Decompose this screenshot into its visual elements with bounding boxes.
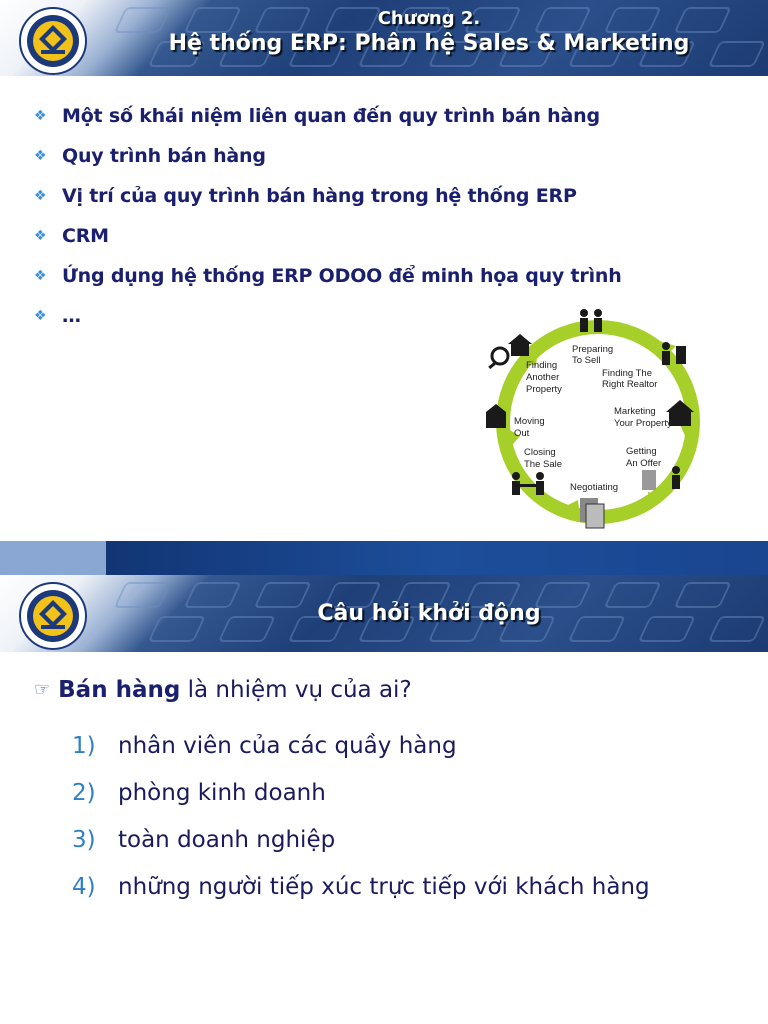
question: ☞ Bán hàng là nhiệm vụ của ai? xyxy=(34,677,412,703)
list-item: ❖ … xyxy=(34,305,81,327)
list-item: 3) toàn doanh nghiệp xyxy=(72,826,336,853)
list-item: ❖ Quy trình bán hàng xyxy=(34,145,266,167)
slide-2-header-banner xyxy=(0,575,768,652)
svg-text:To Sell: To Sell xyxy=(572,355,601,366)
answer-list xyxy=(72,722,650,910)
selling-cycle-diagram xyxy=(480,300,710,536)
svg-text:Finding The: Finding The xyxy=(602,368,652,379)
diamond-bullet-icon: ❖ xyxy=(34,268,47,284)
svg-text:Right Realtor: Right Realtor xyxy=(602,379,658,390)
slide-2-title: Câu hỏi khởi động xyxy=(317,601,541,626)
svg-text:Another: Another xyxy=(526,372,560,383)
document-icon xyxy=(580,498,604,528)
svg-text:Preparing: Preparing xyxy=(572,344,614,355)
svg-text:Your Property: Your Property xyxy=(614,418,672,429)
diamond-bullet-icon: ❖ xyxy=(34,108,47,124)
list-item: ❖ Ứng dụng hệ thống ERP ODOO để minh họa quy trình xyxy=(34,265,622,287)
pointing-hand-icon: ☞ xyxy=(34,679,51,700)
svg-text:Negotiating: Negotiating xyxy=(570,482,619,493)
svg-text:Getting: Getting xyxy=(626,446,657,457)
separator-light-block xyxy=(0,541,106,575)
slide-1-title: Hệ thống ERP: Phân hệ Sales & Marketing xyxy=(168,31,690,56)
diamond-bullet-icon: ❖ xyxy=(34,188,47,204)
svg-text:Out: Out xyxy=(514,428,530,439)
svg-text:Finding: Finding xyxy=(526,360,558,371)
svg-text:Marketing: Marketing xyxy=(614,406,656,417)
university-logo xyxy=(16,6,90,76)
diamond-bullet-icon: ❖ xyxy=(34,228,47,244)
svg-text:Property: Property xyxy=(526,384,562,395)
chapter-label: Chương 2. xyxy=(377,8,481,29)
svg-text:Moving: Moving xyxy=(514,416,545,427)
list-item: ❖ Một số khái niệm liên quan đến quy trình bán hàng xyxy=(34,105,600,127)
separator-dark-bar xyxy=(106,541,768,575)
list-item: ❖ CRM xyxy=(34,225,109,247)
university-logo xyxy=(16,581,90,651)
list-item: 4) những người tiếp xúc trực tiếp với khách hàng xyxy=(72,873,650,900)
list-item: 1) nhân viên của các quầy hàng xyxy=(72,732,457,759)
list-item: 2) phòng kinh doanh xyxy=(72,779,326,806)
diamond-bullet-icon: ❖ xyxy=(34,148,47,164)
svg-text:The Sale: The Sale xyxy=(524,459,563,470)
svg-text:An Offer: An Offer xyxy=(626,458,662,469)
diamond-bullet-icon: ❖ xyxy=(34,308,47,324)
slide-2 xyxy=(0,575,768,1024)
list-item: ❖ Vị trí của quy trình bán hàng trong hệ thống ERP xyxy=(34,185,577,207)
slide-1-header-banner xyxy=(0,0,768,76)
svg-text:Closing: Closing xyxy=(524,447,556,458)
